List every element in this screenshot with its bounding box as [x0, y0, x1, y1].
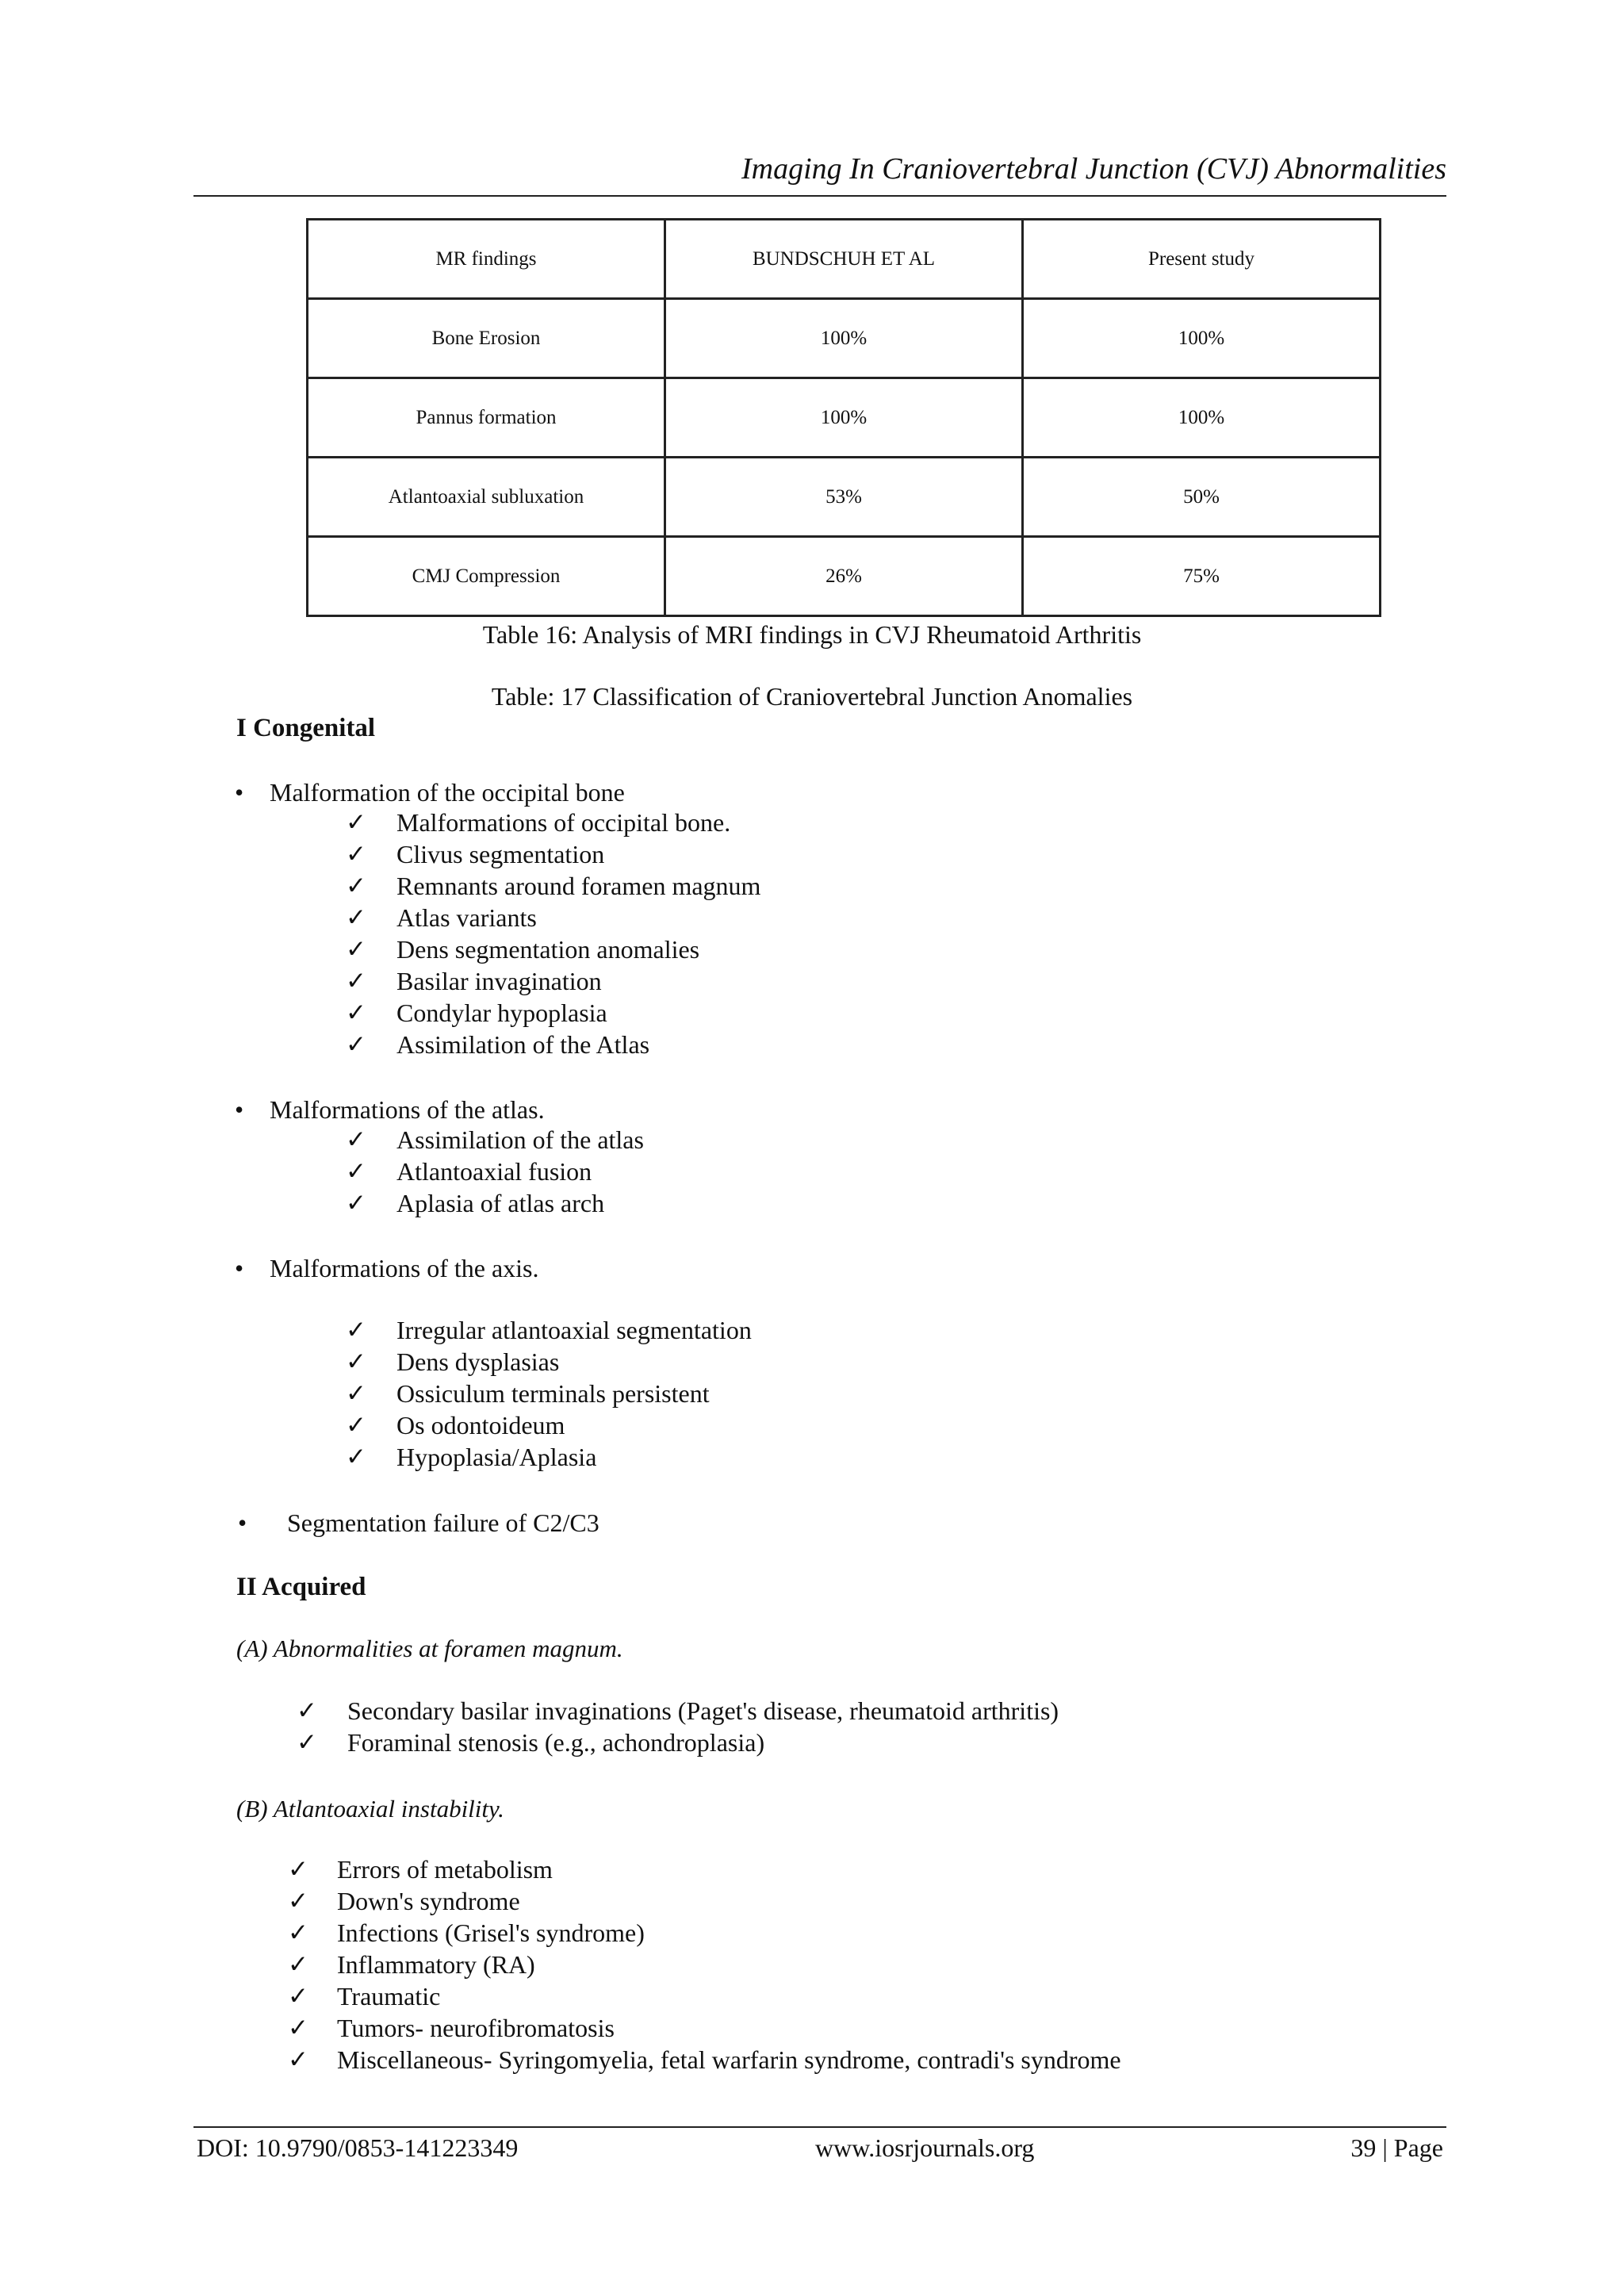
check-list-item: [346, 902, 760, 933]
check-list-text: Irregular atlantoaxial segmentation: [396, 1316, 752, 1344]
section-heading-congenital: I Congenital: [236, 714, 376, 742]
check-icon: ✓: [346, 1411, 366, 1439]
table-row: [308, 378, 1381, 458]
table-row: [308, 537, 1381, 616]
table-cell: 26%: [665, 537, 1023, 616]
table-row: [308, 299, 1381, 378]
table-cell: Atlantoaxial subluxation: [308, 458, 665, 537]
check-list-text: Inflammatory (RA): [337, 1950, 535, 1979]
check-list-item: [346, 965, 760, 997]
bullet-icon: •: [235, 1254, 244, 1282]
check-list-item: [346, 1378, 752, 1409]
section-heading-acquired: II Acquired: [236, 1573, 366, 1601]
bullet-text: Malformation of the occipital bone: [270, 778, 625, 807]
check-list-item: [346, 1029, 760, 1060]
check-list-text: Assimilation of the atlas: [396, 1125, 644, 1154]
running-title: Imaging In Craniovertebral Junction (CVJ) Abnormalities: [741, 152, 1446, 186]
check-icon: ✓: [346, 1157, 366, 1185]
check-list-text: Aplasia of atlas arch: [396, 1189, 605, 1217]
bullet-text: Malformations of the axis.: [270, 1254, 539, 1282]
bullet-item: [235, 780, 625, 805]
check-icon: ✓: [346, 967, 366, 995]
check-list-item: [297, 1727, 1059, 1758]
check-list: [346, 1124, 644, 1219]
check-icon: ✓: [288, 1950, 308, 1978]
check-list-item: [288, 1980, 1121, 2012]
bullet-icon: •: [235, 1095, 244, 1124]
check-list: [346, 1314, 752, 1473]
table-header-cell: Present study: [1023, 220, 1381, 299]
table-row: [308, 458, 1381, 537]
check-list-item: [346, 838, 760, 870]
table-cell: 100%: [1023, 378, 1381, 458]
check-icon: ✓: [288, 1918, 308, 1946]
check-list-text: Down's syndrome: [337, 1887, 520, 1915]
table-cell: 100%: [1023, 299, 1381, 378]
check-list-item: [346, 933, 760, 965]
check-list-text: Foraminal stenosis (e.g., achondroplasia): [347, 1728, 765, 1757]
footer-doi: DOI: 10.9790/0853-141223349: [197, 2133, 519, 2162]
table-cell: 53%: [665, 458, 1023, 537]
check-list: [346, 807, 761, 1060]
check-list-item: [346, 870, 761, 902]
check-list-text: Clivus segmentation: [396, 840, 605, 868]
bullet-icon: •: [235, 778, 244, 807]
check-list-item: [288, 1917, 1121, 1949]
check-icon: ✓: [346, 1443, 366, 1470]
check-list-text: Condylar hypoplasia: [396, 999, 607, 1027]
check-list-text: Infections (Grisel's syndrome): [337, 1918, 645, 1947]
check-list-item: [346, 1156, 644, 1187]
check-icon: ✓: [346, 935, 366, 963]
check-icon: ✓: [346, 1125, 366, 1153]
check-icon: ✓: [297, 1728, 317, 1756]
bullet-item: [235, 1097, 545, 1122]
check-list-item: [346, 1314, 752, 1346]
check-list-text: Hypoplasia/Aplasia: [396, 1443, 597, 1471]
check-list-item: [346, 1409, 752, 1441]
check-icon: ✓: [346, 808, 366, 836]
check-list-text: Atlantoaxial fusion: [396, 1157, 592, 1186]
check-list-text: Basilar invagination: [396, 967, 602, 995]
check-list-text: Atlas variants: [396, 903, 537, 932]
table-cell: 100%: [665, 299, 1023, 378]
table-17-caption: Table: 17 Classification of Craniovertebral Junction Anomalies: [491, 682, 1133, 711]
table-cell: Bone Erosion: [308, 299, 665, 378]
check-icon: ✓: [288, 2014, 308, 2041]
mri-findings-table: [306, 218, 1381, 617]
header-rule: [193, 195, 1446, 197]
check-icon: ✓: [346, 1379, 366, 1407]
table-cell: 75%: [1023, 537, 1381, 616]
check-list-item: [288, 1853, 1121, 1885]
check-list-text: Malformations of occipital bone.: [396, 808, 731, 837]
check-icon: ✓: [346, 999, 366, 1026]
check-list-item: [288, 2012, 1121, 2044]
check-list-text: Miscellaneous- Syringomyelia, fetal warfarin syndrome, contradi's syndrome: [337, 2045, 1121, 2074]
check-list-item: [346, 1187, 644, 1219]
check-list: [297, 1695, 1059, 1758]
table-cell: 100%: [665, 378, 1023, 458]
check-list-text: Dens segmentation anomalies: [396, 935, 700, 964]
check-list-text: Ossiculum terminals persistent: [396, 1379, 710, 1408]
footer-page-number: 39 | Page: [1350, 2133, 1443, 2162]
check-list-text: Traumatic: [337, 1982, 441, 2010]
footer-website: www.iosrjournals.org: [815, 2133, 1035, 2162]
check-list-text: Secondary basilar invaginations (Paget's disease, rheumatoid arthritis): [347, 1696, 1059, 1725]
check-list-item: [288, 1885, 1121, 1917]
check-icon: ✓: [346, 903, 366, 931]
table-header-cell: MR findings: [308, 220, 665, 299]
check-list-text: Errors of metabolism: [337, 1855, 553, 1884]
check-list-text: Os odontoideum: [396, 1411, 565, 1439]
bullet-icon: •: [238, 1508, 247, 1537]
check-list-item: [297, 1695, 1059, 1727]
check-icon: ✓: [346, 840, 366, 868]
check-list-item: [288, 1949, 1121, 1980]
check-icon: ✓: [346, 872, 366, 899]
check-icon: ✓: [346, 1316, 366, 1343]
check-icon: ✓: [346, 1030, 366, 1058]
bullet-text: Segmentation failure of C2/C3: [287, 1508, 599, 1537]
check-list-text: Remnants around foramen magnum: [396, 872, 761, 900]
table-16-caption: Table 16: Analysis of MRI findings in CVJ Rheumatoid Arthritis: [482, 620, 1142, 649]
table-cell: Pannus formation: [308, 378, 665, 458]
table-header-cell: BUNDSCHUH ET AL: [665, 220, 1023, 299]
table-cell: 50%: [1023, 458, 1381, 537]
bullet-item: [235, 1255, 538, 1281]
footer-rule: [193, 2126, 1446, 2128]
check-list-item: [346, 1441, 752, 1473]
table-header-row: [308, 220, 1381, 299]
check-list-text: Tumors- neurofibromatosis: [337, 2014, 615, 2042]
check-icon: ✓: [288, 1855, 308, 1883]
check-list-text: Dens dysplasias: [396, 1347, 560, 1376]
check-icon: ✓: [297, 1696, 317, 1724]
check-icon: ✓: [288, 1982, 308, 2010]
check-list-text: Assimilation of the Atlas: [396, 1030, 650, 1059]
check-list: [288, 1853, 1121, 2076]
check-list-item: [346, 1346, 752, 1378]
check-list-item: [346, 997, 760, 1029]
check-icon: ✓: [346, 1189, 366, 1217]
check-list-item: [346, 1124, 644, 1156]
subsection-title: (B) Atlantoaxial instability.: [236, 1795, 504, 1823]
check-list-item: [346, 807, 760, 838]
bullet-text: Malformations of the atlas.: [270, 1095, 545, 1124]
check-list-item: [288, 2044, 1121, 2076]
check-icon: ✓: [288, 2045, 308, 2073]
check-icon: ✓: [346, 1347, 366, 1375]
table-cell: CMJ Compression: [308, 537, 665, 616]
subsection-title: (A) Abnormalities at foramen magnum.: [236, 1635, 623, 1662]
bullet-item: [238, 1510, 599, 1535]
check-icon: ✓: [288, 1887, 308, 1915]
